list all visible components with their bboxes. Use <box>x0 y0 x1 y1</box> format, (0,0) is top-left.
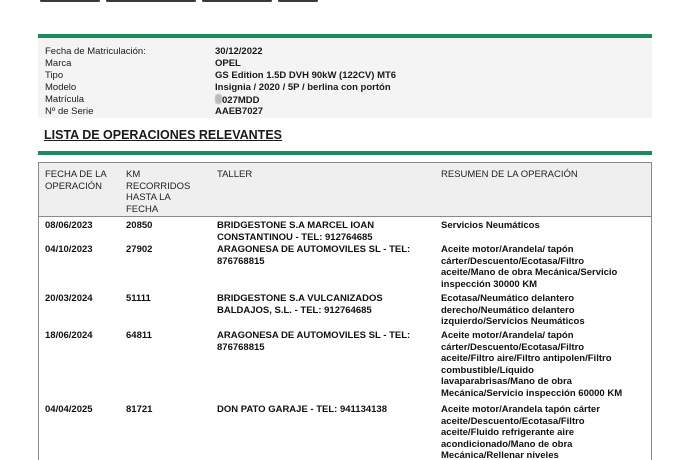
field-value: OPEL <box>215 58 241 69</box>
cell-line: BRIDGESTONE S.A VULCANIZADOS <box>217 293 383 304</box>
cell-km: 27902 <box>126 244 153 255</box>
cell-resumen <box>441 404 646 460</box>
cell-line: DON PATO GARAJE - TEL: 941134138 <box>217 404 388 415</box>
cell-line: combustible/Líquido <box>441 364 534 376</box>
cell-km: 20850 <box>126 220 153 231</box>
cell-line: Servicios Neumáticos <box>441 220 540 231</box>
field-value: AAEB7027 <box>215 106 264 117</box>
header-resumen <box>441 169 646 181</box>
cell-taller <box>217 404 437 416</box>
header-line: RECORRIDOS <box>126 180 191 192</box>
cell-resumen <box>441 220 646 232</box>
cell-line: Mecánica/Servicio inspección 60000 KM <box>441 387 623 399</box>
header-date <box>45 169 125 192</box>
cell-date: 20/03/2024 <box>45 293 93 304</box>
cell-line: BALDAJOS, S.L. - TEL: 912764685 <box>217 304 372 316</box>
cell-line: ARAGONESA DE AUTOMOVILES SL - TEL: <box>217 244 411 255</box>
cell-line: ARAGONESA DE AUTOMOVILES SL - TEL: <box>217 330 411 341</box>
section-divider <box>38 151 652 155</box>
cell-resumen <box>441 293 646 328</box>
cell-line: aceite/Mano de obra Mecánica/Servicio <box>441 267 618 279</box>
cell-line: aceite/Descuento/Ecotasa/Filtro <box>441 415 585 427</box>
cell-line: aceite/Fluido refrigerante aire <box>441 427 575 439</box>
header-line: KM <box>126 169 141 180</box>
cell-line: acondicionado/Mano de obra <box>441 438 573 450</box>
cell-date: 04/10/2023 <box>45 244 93 255</box>
cell-line: Mecánica/Rellenar niveles <box>441 450 559 460</box>
field-label: Marca <box>45 58 72 69</box>
cell-line: Aceite motor/Arandela/ tapón <box>441 330 574 341</box>
cell-date: 04/04/2025 <box>45 404 93 415</box>
cell-line: Ecotasa/Neumático delantero <box>441 293 575 304</box>
cell-line: cárter/Descuento/Ecotasa/Filtro <box>441 341 585 353</box>
redaction-blur <box>215 94 222 104</box>
cell-line: 876768815 <box>217 341 265 353</box>
plate-value: 027MDD <box>222 95 260 106</box>
cell-taller <box>217 293 437 316</box>
field-label: Tipo <box>45 70 64 81</box>
cell-line: CONSTANTINOU - TEL: 912764685 <box>217 231 373 243</box>
field-label: Fecha de Matriculación: <box>45 46 146 57</box>
vehicle-info-box <box>38 34 652 118</box>
cell-line: aceite/Filtro aire/Filtro antipolen/Filtro <box>441 353 612 365</box>
operations-section-title: LISTA DE OPERACIONES RELEVANTES <box>44 128 282 142</box>
cell-date: 18/06/2024 <box>45 330 93 341</box>
cell-resumen <box>441 330 646 400</box>
field-label: Nº de Serie <box>45 106 94 117</box>
cell-date: 08/06/2023 <box>45 220 93 231</box>
field-value: GS Edition 1.5D DVH 90kW (122CV) MT6 <box>215 70 397 81</box>
cell-taller <box>217 220 437 243</box>
cell-taller <box>217 330 437 353</box>
table-header <box>39 163 651 217</box>
header-line: FECHA <box>126 203 159 215</box>
cell-line: Aceite motor/Arandela tapón cárter <box>441 404 600 415</box>
cell-km: 81721 <box>126 404 153 415</box>
header-line: RESUMEN DE LA OPERACIÓN <box>441 169 578 180</box>
header-km <box>126 169 206 215</box>
cell-line: lavaparabrisas/Mano de obra <box>441 376 572 388</box>
cell-line: Aceite motor/Arandela/ tapón <box>441 244 574 255</box>
cell-resumen <box>441 244 646 290</box>
field-value: Insignia / 2020 / 5P / berlina con portón <box>215 82 391 93</box>
cell-line: izquierdo/Servicios Neumáticos <box>441 316 585 328</box>
field-label: Matrícula <box>45 94 85 105</box>
cut-off-header-remnant <box>40 0 340 4</box>
cell-line: inspección 30000 KM <box>441 278 538 290</box>
header-line: HASTA LA <box>126 192 171 203</box>
header-line: FECHA DE LA <box>45 169 107 180</box>
header-taller <box>217 169 437 181</box>
cell-taller <box>217 244 437 267</box>
cell-line: derecho/Neumático delantero <box>441 304 575 316</box>
cell-line: cárter/Descuento/Ecotasa/Filtro <box>441 255 585 267</box>
field-label: Modelo <box>45 82 77 93</box>
field-value: 30/12/2022 <box>215 46 263 57</box>
header-line: TALLER <box>217 169 253 180</box>
cell-km: 64811 <box>126 330 152 341</box>
cell-line: BRIDGESTONE S.A MARCEL IOAN <box>217 220 375 231</box>
cell-line: 876768815 <box>217 255 265 267</box>
operations-table <box>38 162 652 460</box>
cell-km: 51111 <box>126 293 151 304</box>
header-line: OPERACIÓN <box>45 180 103 192</box>
